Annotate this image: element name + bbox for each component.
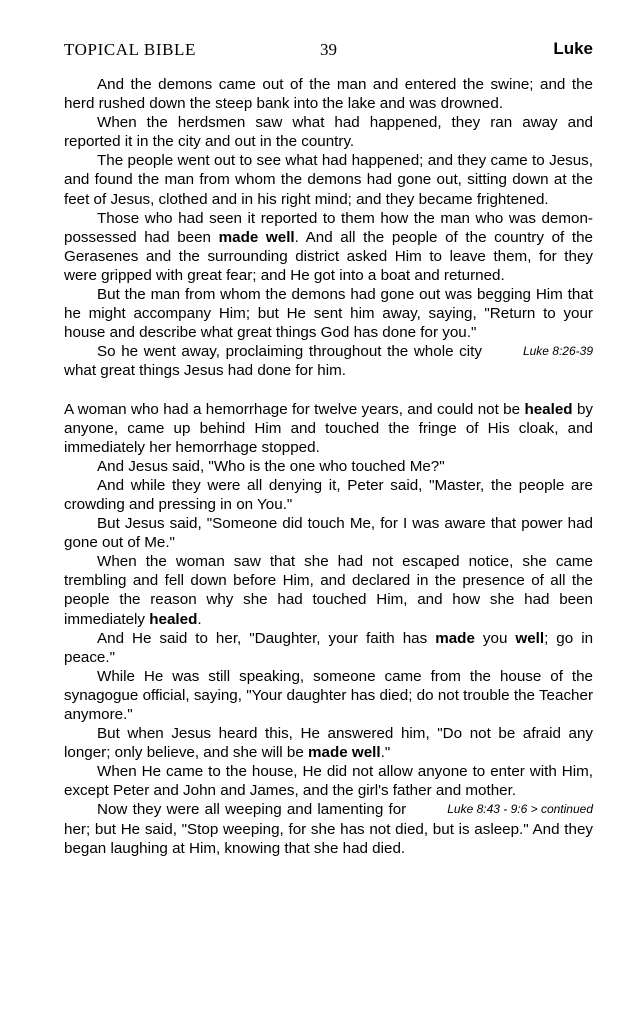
paragraph: But Jesus said, "Someone did touch Me, for I was aware that power had gone out of Me." — [64, 515, 593, 552]
paragraph — [64, 800, 593, 857]
text-segment: you — [474, 629, 516, 647]
highlighted-term: made — [435, 629, 475, 647]
text-segment: . — [197, 610, 202, 628]
paragraph: But the man from whom the demons had gone out was begging Him that he might accompany Him; but He sent him away, saying, "Return to your house and describe what great things God has done for you." — [64, 286, 593, 342]
text-segment: When the woman saw that she had not escaped notice, she came trembling and fell down before Him, and declared in the presence of all the people the reason why she had touched Him, and how she had been immediately — [64, 553, 593, 628]
highlighted-term: made well — [308, 744, 381, 762]
paragraph — [64, 629, 593, 667]
page-header — [64, 40, 593, 64]
passage-luke-8-26-39 — [64, 75, 593, 381]
text-segment: So he went away, proclaiming throughout the whole city what great things Jesus had done for him. — [64, 343, 482, 380]
page-number: 39 — [320, 40, 337, 59]
paragraph — [64, 342, 593, 380]
paragraph — [64, 400, 593, 457]
text-segment: And He said to her, "Daughter, your faith has — [97, 629, 436, 647]
text-segment: But when Jesus heard this, He answered him, "Do not be afraid any longer; only believe, and she will be — [64, 725, 593, 762]
page-content — [64, 75, 593, 858]
highlighted-term: healed — [524, 400, 573, 418]
paragraph: And Jesus said, "Who is the one who touched Me?" — [97, 457, 445, 475]
paragraph — [64, 724, 593, 762]
text-segment: Those who had seen it reported to them how the man who was demon-possessed had been — [64, 209, 593, 246]
text-segment: Now they were all weeping and lamenting for her; but He said, "Stop weeping, for she has not died, but is asleep." And they began laughing at Him, knowing that she had died. — [64, 801, 593, 857]
text-segment: by anyone, came up behind Him and touched the fringe of His cloak, and immediately her hemorrhage stopped. — [64, 400, 593, 456]
chapter-name: Luke — [553, 39, 593, 58]
paragraph: While He was still speaking, someone came from the house of the synagogue official, saying, "Your daughter has died; do not trouble the Teacher anymore." — [64, 667, 593, 723]
text-segment: ; go in peace." — [64, 629, 594, 666]
scripture-reference: Luke 8:43 - 9:6 > continued — [447, 802, 593, 817]
scripture-reference: Luke 8:26-39 — [522, 344, 593, 359]
paragraph — [64, 209, 593, 285]
paragraph: The people went out to see what had happened; and they came to Jesus, and found the man from whom the demons had gone out, sitting down at the feet of Jesus, clothed and in his right mind; and they became frightened. — [64, 152, 593, 208]
paragraph: When He came to the house, He did not allow anyone to enter with Him, except Peter and John and James, and the girl's father and mother. — [64, 763, 593, 800]
highlighted-term: made well — [218, 228, 295, 246]
book-title: TOPICAL BIBLE — [64, 40, 196, 59]
highlighted-term: well — [515, 629, 545, 647]
text-segment: . And all the people of the country of the Gerasenes and the surrounding district asked Him to leave them, for they were gripped with great fear; and He got into a boat and returned. — [64, 228, 593, 284]
highlighted-term: healed — [149, 610, 198, 628]
text-segment: A woman who had a hemorrhage for twelve years, and could not be — [64, 400, 525, 418]
paragraph: And the demons came out of the man and entered the swine; and the herd rushed down the steep bank into the lake and was drowned. — [64, 76, 593, 113]
paragraph: And while they were all denying it, Peter said, "Master, the people are crowding and pressing in on You." — [64, 476, 593, 513]
paragraph: When the herdsmen saw what had happened, they ran away and reported it in the city and out in the country. — [64, 114, 593, 151]
text-segment: ." — [380, 744, 391, 762]
paragraph — [64, 552, 593, 628]
passage-luke-8-43-9-6 — [64, 400, 593, 858]
